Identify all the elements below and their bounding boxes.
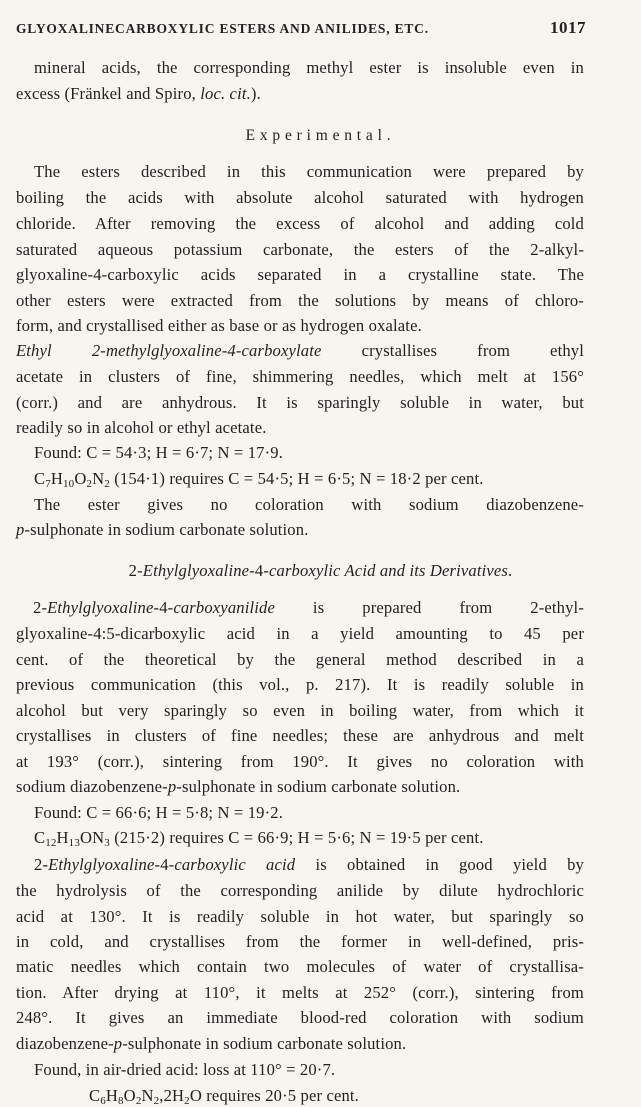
formula-line-3: $C_6H_8O_2N_2,2H_2O$ requires 20·5 per cent. [89,1086,359,1107]
paragraph-5-line-1: 2-Ethylglyoxaline-4-carboxylic acid is obtained in good yield by [34,855,584,874]
paragraph-4-line-7: at 193° (corr.), sintering from 190°. It gives no coloration with [16,752,584,771]
paragraph-4-line-1: 2-Ethylglyoxaline-4-carboxyanilide is prepared from 2-ethyl- [33,598,584,617]
paragraph-5-line-2: the hydrolysis of the corresponding anilide by dilute hydrochloric [16,881,584,900]
paragraph-3-line-4: readily so in alcohol or ethyl acetate. [16,418,267,437]
found-line-3: Found, in air-dried acid: loss at 110° = 20·7. [34,1060,336,1079]
paragraph-3-line-1: Ethyl 2-methylglyoxaline-4-carboxylate crystallises from ethyl [16,341,584,360]
paragraph-2-line-6: other esters were extracted from the solutions by means of chloro- [16,291,584,310]
running-header [16,18,586,38]
found-line-2: Found: C = 66·6; H = 5·8; N = 19·2. [34,803,284,822]
paragraph-5-line-8: diazobenzene-p-sulphonate in sodium carbonate solution. [16,1034,407,1053]
paragraph-2-line-1: The esters described in this communication were prepared by [34,162,584,181]
paragraph-5-line-7: 248°. It gives an immediate blood-red coloration with sodium [16,1008,584,1027]
paragraph-5-line-3: acid at 130°. It is readily soluble in hot water, but sparingly so [16,907,584,926]
running-title: GLYOXALINECARBOXYLIC ESTERS AND ANILIDES, ETC. [16,21,429,36]
paragraph-1-line-2: excess (Fränkel and Spiro, loc. cit.). [16,84,261,103]
paragraph-4-line-3: cent. of the theoretical by the general method described in a [16,650,584,669]
paragraph-3-line-2: acetate in clusters of fine, shimmering needles, which melt at 156° [16,367,584,386]
paragraph-2-line-5: glyoxaline-4-carboxylic acids separated in a crystalline state. The [16,265,584,284]
paragraph-2-line-7: form, and crystallised either as base or as hydrogen oxalate. [16,316,422,335]
paragraph-4-line-2: glyoxaline-4:5-dicarboxylic acid in a yield amounting to 45 per [16,624,584,643]
paragraph-4-line-6: crystallises in clusters of fine needles; these are anhydrous and melt [16,726,584,745]
paragraph-4-line-8: sodium diazobenzene-p-sulphonate in sodium carbonate solution. [16,777,461,796]
subheading: 2-Ethylglyoxaline-4-carboxylic Acid and its Derivatives. [128,561,513,580]
paragraph-4-line-5: alcohol but very sparingly so even in boiling water, from which it [16,701,584,720]
page-number: 1017 [550,18,586,37]
paragraph-5-line-5: matic needles which contain two molecules of water of crystallisa- [16,957,584,976]
paragraph-2-line-3: chloride. After removing the excess of alcohol and adding cold [16,214,584,233]
paragraph-3-line-5: The ester gives no coloration with sodium diazobenzene- [34,495,584,514]
section-heading: Experimental. [245,127,396,144]
formula-line-2: $C_{12}H_{13}ON_3$ (215·2) requires C = 66·9; H = 5·6; N = 19·5 per cent. [34,828,484,849]
paragraph-5-line-6: tion. After drying at 110°, it melts at 252° (corr.), sintering from [16,983,584,1002]
paragraph-2-line-2: boiling the acids with absolute alcohol saturated with hydrogen [16,188,584,207]
paragraph-1-line-1: mineral acids, the corresponding methyl ester is insoluble even in [34,58,584,77]
paragraph-2-line-4: saturated aqueous potassium carbonate, the esters of the 2-alkyl- [16,240,584,259]
found-line-1: Found: C = 54·3; H = 6·7; N = 17·9. [34,443,284,462]
paragraph-5-line-4: in cold, and crystallises from the former in well-defined, pris- [16,932,584,951]
paragraph-3-line-6: p-sulphonate in sodium carbonate solution. [16,520,309,539]
paragraph-3-line-3: (corr.) and are anhydrous. It is sparingly soluble in water, but [16,393,584,412]
paragraph-4-line-4: previous communication (this vol., p. 217). It is readily soluble in [16,675,584,694]
formula-line-1: $C_7H_{10}O_2N_2$ (154·1) requires C = 54·5; H = 6·5; N = 18·2 per cent. [34,469,484,490]
